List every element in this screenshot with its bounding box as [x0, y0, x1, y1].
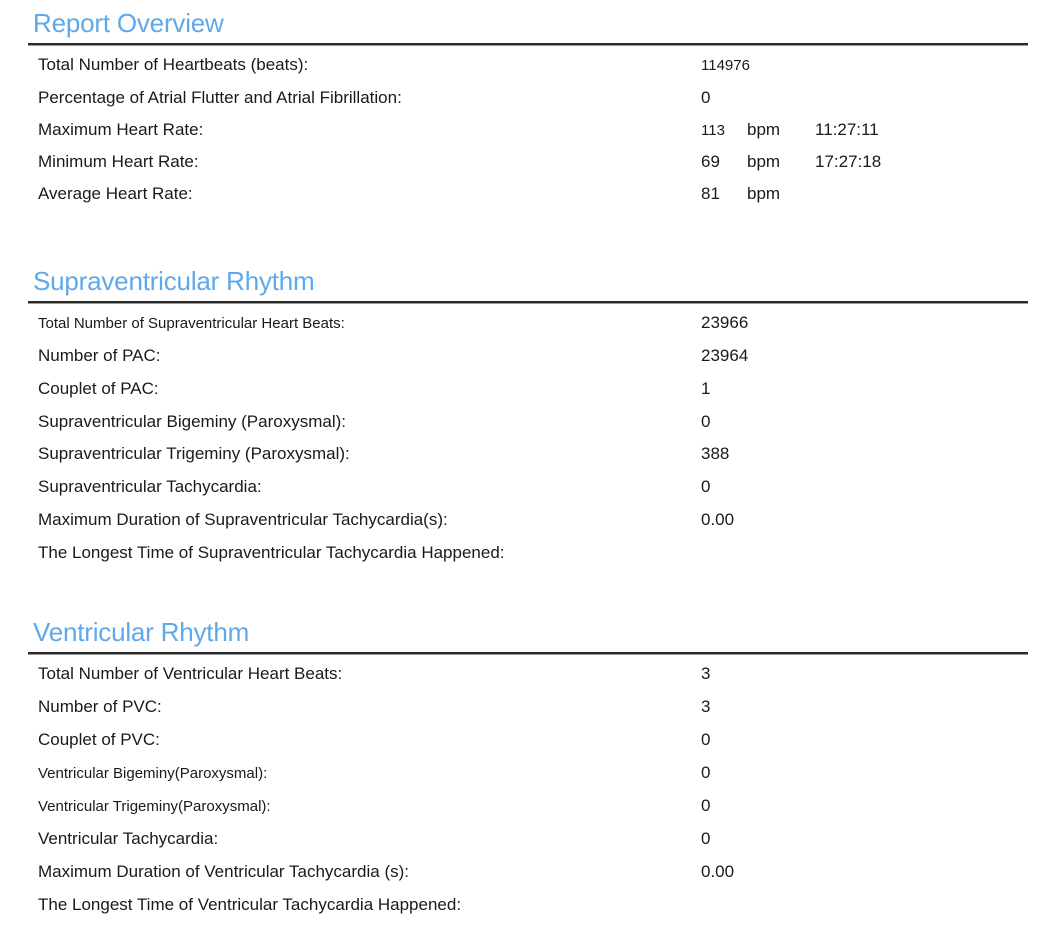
- section-title-supraventricular: Supraventricular Rhythm: [33, 266, 315, 296]
- label-v-tachycardia: Ventricular Tachycardia:: [38, 829, 219, 848]
- unit-min-heart-rate: bpm: [747, 152, 781, 171]
- value-max-heart-rate: 113: [701, 122, 725, 139]
- value-sv-tachy-max-duration: 0.00: [701, 510, 735, 529]
- value-v-tachycardia: 0: [701, 829, 711, 848]
- label-pac-couplet: Couplet of PAC:: [38, 379, 159, 398]
- row-pvc-count: [0, 696, 1049, 729]
- unit-max-heart-rate: bpm: [747, 120, 781, 139]
- value-pvc-count: 3: [701, 697, 711, 716]
- row-pac-count: [0, 345, 1049, 378]
- row-v-total-beats: [0, 663, 1049, 696]
- time-min-heart-rate: 17:27:18: [815, 152, 882, 171]
- value-sv-tachycardia: 0: [701, 477, 711, 496]
- label-sv-tachy-max-duration: Maximum Duration of Supraventricular Tachycardia(s):: [38, 510, 448, 529]
- row-max-heart-rate: [0, 119, 1049, 152]
- section-divider: [28, 652, 1028, 654]
- row-v-bigeminy: [0, 762, 1049, 795]
- row-sv-tachy-max-duration: [0, 509, 1049, 542]
- value-v-trigeminy: 0: [701, 796, 711, 815]
- value-min-heart-rate: 69: [701, 152, 720, 171]
- label-pvc-count: Number of PVC:: [38, 697, 162, 716]
- value-sv-trigeminy: 388: [701, 444, 730, 463]
- label-v-tachy-longest-time: The Longest Time of Ventricular Tachycardia Happened:: [38, 895, 462, 914]
- row-avg-heart-rate: [0, 183, 1049, 216]
- row-af-percentage: [0, 87, 1049, 120]
- value-sv-total-beats: 23966: [701, 313, 749, 332]
- row-pvc-couplet: [0, 729, 1049, 762]
- time-max-heart-rate: 11:27:11: [815, 120, 879, 139]
- value-pac-couplet: 1: [701, 379, 711, 398]
- label-sv-tachy-longest-time: The Longest Time of Supraventricular Tachycardia Happened:: [38, 543, 505, 562]
- value-pvc-couplet: 0: [701, 730, 711, 749]
- label-pac-count: Number of PAC:: [38, 346, 161, 365]
- label-af-percentage: Percentage of Atrial Flutter and Atrial Fibrillation:: [38, 88, 402, 107]
- label-v-trigeminy: Ventricular Trigeminy(Paroxysmal):: [38, 798, 271, 815]
- label-v-tachy-max-duration: Maximum Duration of Ventricular Tachycardia (s):: [38, 862, 409, 881]
- label-min-heart-rate: Minimum Heart Rate:: [38, 152, 199, 171]
- label-sv-bigeminy: Supraventricular Bigeminy (Paroxysmal):: [38, 412, 346, 431]
- section-divider: [28, 43, 1028, 45]
- label-sv-total-beats: Total Number of Supraventricular Heart Beats:: [38, 315, 345, 332]
- label-v-total-beats: Total Number of Ventricular Heart Beats:: [38, 664, 343, 683]
- row-pac-couplet: [0, 378, 1049, 411]
- row-sv-tachy-longest-time: [0, 542, 1049, 575]
- row-sv-tachycardia: [0, 476, 1049, 509]
- value-v-total-beats: 3: [701, 664, 711, 683]
- label-v-bigeminy: Ventricular Bigeminy(Paroxysmal):: [38, 765, 268, 782]
- row-sv-bigeminy: [0, 411, 1049, 444]
- section-title-report-overview: Report Overview: [33, 8, 224, 38]
- row-sv-total-beats: [0, 312, 1049, 345]
- value-v-tachy-max-duration: 0.00: [701, 862, 735, 881]
- row-sv-trigeminy: [0, 443, 1049, 476]
- value-v-bigeminy: 0: [701, 763, 711, 782]
- row-v-tachycardia: [0, 828, 1049, 861]
- value-avg-heart-rate: 81: [701, 184, 720, 203]
- section-divider: [28, 301, 1028, 303]
- label-sv-tachycardia: Supraventricular Tachycardia:: [38, 477, 262, 496]
- label-total-heartbeats: Total Number of Heartbeats (beats):: [38, 55, 309, 74]
- row-min-heart-rate: [0, 151, 1049, 184]
- label-avg-heart-rate: Average Heart Rate:: [38, 184, 193, 203]
- section-title-ventricular: Ventricular Rhythm: [33, 617, 250, 647]
- row-v-tachy-longest-time: [0, 894, 1049, 927]
- unit-avg-heart-rate: bpm: [747, 184, 781, 203]
- row-total-heartbeats: [0, 54, 1049, 87]
- row-v-tachy-max-duration: [0, 861, 1049, 894]
- value-af-percentage: 0: [701, 88, 711, 107]
- label-pvc-couplet: Couplet of PVC:: [38, 730, 160, 749]
- label-sv-trigeminy: Supraventricular Trigeminy (Paroxysmal):: [38, 444, 350, 463]
- value-pac-count: 23964: [701, 346, 749, 365]
- value-sv-bigeminy: 0: [701, 412, 711, 431]
- value-total-heartbeats: 114976: [701, 57, 750, 74]
- row-v-trigeminy: [0, 795, 1049, 828]
- label-max-heart-rate: Maximum Heart Rate:: [38, 120, 204, 139]
